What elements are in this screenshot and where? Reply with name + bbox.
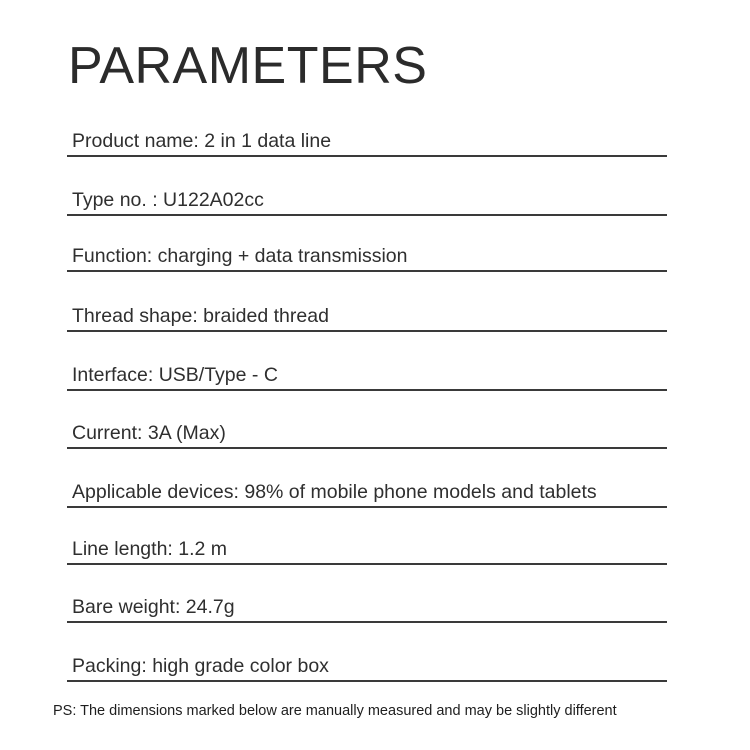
param-bare-weight: Bare weight: 24.7g (72, 595, 235, 618)
param-thread-shape: Thread shape: braided thread (72, 304, 329, 327)
param-row-function (67, 242, 667, 272)
param-applicable-devices: Applicable devices: 98% of mobile phone models and tablets (72, 480, 597, 503)
param-row-applicable-devices (67, 478, 667, 508)
param-type-no: Type no. : U122A02cc (72, 188, 264, 211)
ps-note: PS: The dimensions marked below are manually measured and may be slightly different (53, 703, 617, 719)
param-row-current (67, 419, 667, 449)
param-interface: Interface: USB/Type - C (72, 363, 278, 386)
param-row-packing (67, 652, 667, 682)
param-row-interface (67, 361, 667, 391)
param-function: Function: charging + data transmission (72, 244, 408, 267)
page-title: PARAMETERS (68, 37, 428, 95)
param-row-thread-shape (67, 302, 667, 332)
param-row-line-length (67, 535, 667, 565)
param-row-type-no (67, 186, 667, 216)
param-row-product-name (67, 127, 667, 157)
param-current: Current: 3A (Max) (72, 421, 226, 444)
param-packing: Packing: high grade color box (72, 654, 329, 677)
param-line-length: Line length: 1.2 m (72, 537, 228, 560)
param-product-name: Product name: 2 in 1 data line (72, 129, 332, 152)
param-row-bare-weight (67, 593, 667, 623)
